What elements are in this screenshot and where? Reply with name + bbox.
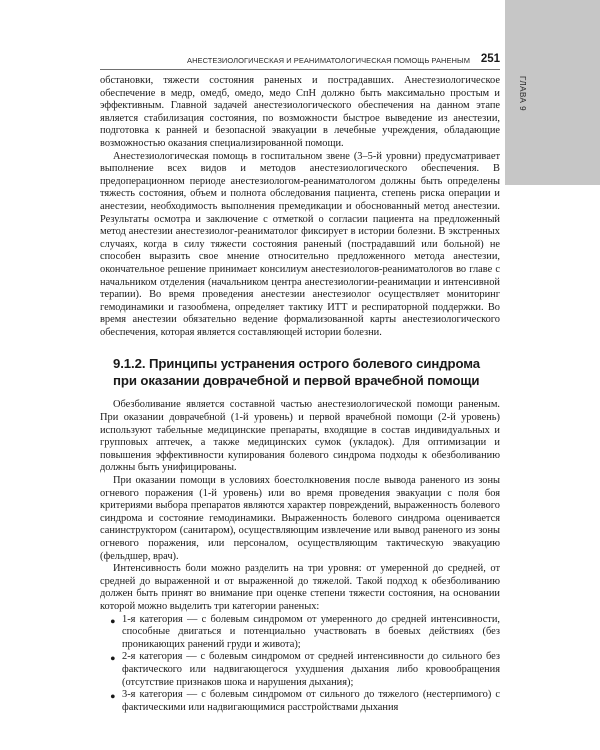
list-item xyxy=(100,614,500,652)
paragraph-pain-intensity: Интенсивность боли можно разделить на три уровня: от умеренной до средней, от средней до выраженной и от выраженной до тяжелой. Такой подход к обезболиванию должен быть принят во внимание при оценке степени тяжести состояния, на основании которой можно выделить три категории раненых: xyxy=(100,563,500,612)
paragraph-hospital-care: Анестезиологическая помощь в госпитальном звене (3–5-й уровни) предусматривает выполнение всех видов и методов анестезиологического обеспечения. В предоперационном периоде анестезиологом-реаниматологом должны быть определены тяжесть состояния, объем и полнота обследования пациента, степень риска операции и анестезии, необходимость выполнения премедикации и обоснованный метод анестезии. Результаты осмотра и заключение с отметкой о согласии пациента на предложенный метод анестезии анестезиолог-реаниматолог фиксирует в истории болезни. В экстренных случаях, когда в силу тяжести состояния раненый (пострадавший или больной) не способен выразить свое мнение относительно предложенного метода анестезии, окончательное решение принимает консилиум анестезиологов-реаниматологов во главе с начальником отделения (начальником центра анестезиологии-реанимации и интенсивной терапии). Во время проведения анестезии анестезиолог осуществляет мониторинг гемодинамики и газообмена, определяет тактику ИТТ и респираторной поддержки. Во время анестезии обязательно ведение формализованной карты анестезиологического обеспечения, которая является составляющей истории болезни. xyxy=(100,150,500,338)
paragraph-continuation: обстановки, тяжести состояния раненых и пострадавших. Анестезиологическое обеспечение в медр, омедб, омедо, медо СпН должно быть максимально простым и эффективным. Главной задачей анестезиологического обеспечения на данном этапе является стабилизация состояния, по возможности быстрое выведение из анестезии, подготовка к ранней и безопасной эвакуации в лечебные учреждения, обладающие возможностью оказания специализированной помощи. xyxy=(100,75,500,149)
category-1-text: • 1-я категория — с болевым синдромом от умеренного до средней интенсивности, способные двигаться и потенциально участвовать в боевых действиях (без проникающих ранений груди и живота); xyxy=(122,613,500,650)
list-item xyxy=(100,689,500,714)
running-header xyxy=(100,53,500,69)
header-rule xyxy=(100,69,500,70)
body-text xyxy=(100,75,500,714)
category-3-text: • 3-я категория — с болевым синдромом от сильного до тяжелого (нестерпимого) с фактическими или надвигающимися расстройствами дыхания xyxy=(122,689,500,713)
paragraph-combat-conditions: При оказании помощи в условиях боестолкновения после вывода раненого из зоны огневого поражения (1-й уровень) или во время проведения эвакуации с поля боя критериями выбора препаратов являются характер повреждений, выраженность болевого синдрома и состояние гемодинамики. Выраженность болевого синдрома оценивается санинструктором (санитаром), осуществляющим извлечение или вывод раненого из зоны огневого поражения, или персоналом, осуществляющим тактическую эвакуацию (фельдшер, врач). xyxy=(100,475,500,562)
casualty-category-list xyxy=(100,614,500,715)
list-item xyxy=(100,651,500,689)
paragraph-analgesia: Обезболивание является составной частью анестезиологической помощи раненым. При оказании доврачебной (1-й уровень) и первой врачебной помощи (2-й уровень) используют табельные медицинские препараты, входящие в состав индивидуальных и групповых аптечек, а также медицинских сумок (укладок). Для оптимизации и повышения эффективности купирования болевого синдрома подходы к обезболиванию должны быть унифицированы. xyxy=(100,399,500,474)
chapter-tab-label: ГЛАВА 9 xyxy=(518,76,527,112)
section-heading: 9.1.2. Принципы устранения острого болевого синдрома при оказании доврачебной и первой врачебной помощи xyxy=(113,356,480,389)
running-title: АНЕСТЕЗИОЛОГИЧЕСКАЯ И РЕАНИМАТОЛОГИЧЕСКАЯ ПОМОЩЬ РАНЕНЫМ xyxy=(187,56,470,65)
category-2-text: • 2-я категория — с болевым синдромом от средней интенсивности до сильного без фактического или надвигающегося ухудшения дыхания либо кровообращения (отсутствие признаков шока и нарушения дыхания); xyxy=(122,651,500,688)
page-number: 251 xyxy=(480,53,500,65)
